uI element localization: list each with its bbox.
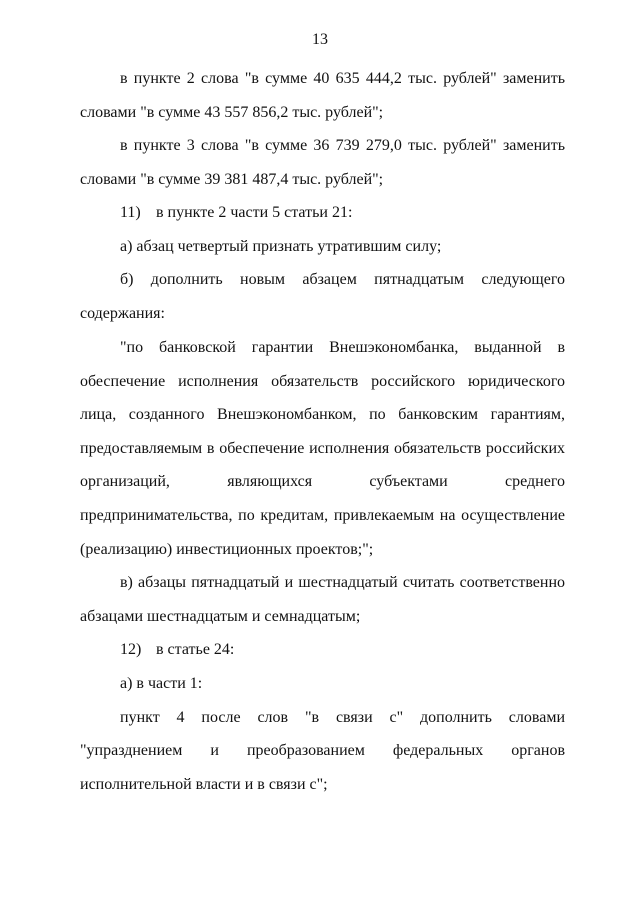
item-number: 12) <box>120 641 142 658</box>
text-line: в пункте 2 слова "в сумме 40 635 444,2 тыс. рублей" заменить <box>120 70 565 87</box>
text-line: в) абзацы пятнадцатый и шестнадцатый считать соответственно <box>120 574 565 591</box>
text-line: организаций, являющихся субъектами среднего <box>80 473 565 490</box>
item-text: в пункте 2 части 5 статьи 21: <box>156 204 353 221</box>
page-number: 13 <box>312 31 328 48</box>
item-text: в статье 24: <box>156 641 235 658</box>
text-line: а) абзац четвертый признать утратившим силу; <box>120 238 442 255</box>
item-number: 11) <box>120 204 141 221</box>
text-line: абзацами шестнадцатым и семнадцатым; <box>80 608 361 625</box>
text-line: предпринимательства, по кредитам, привлекаемым на осуществление <box>80 507 565 524</box>
text-line: (реализацию) инвестиционных проектов;"; <box>80 541 374 558</box>
text-line: а) в части 1: <box>120 675 203 692</box>
text-line: пункт 4 после слов "в связи с" дополнить словами <box>120 709 565 726</box>
text-line: в пункте 3 слова "в сумме 36 739 279,0 тыс. рублей" заменить <box>120 137 565 154</box>
text-line: "упразднением и преобразованием федеральных органов <box>80 742 565 759</box>
text-line: лица, созданного Внешэкономбанком, по банковским гарантиям, <box>80 406 565 423</box>
text-line: словами "в сумме 39 381 487,4 тыс. рублей"; <box>80 171 384 188</box>
numbered-item-11 <box>120 203 565 223</box>
text-line: исполнительной власти и в связи с"; <box>80 776 328 793</box>
text-line: словами "в сумме 43 557 856,2 тыс. рублей"; <box>80 104 384 121</box>
text-line: обеспечение исполнения обязательств российского юридического <box>80 373 565 390</box>
numbered-item-12 <box>120 640 565 660</box>
text-line: б) дополнить новым абзацем пятнадцатым следующего <box>120 271 565 288</box>
text-line: предоставляемым в обеспечение исполнения обязательств российских <box>80 440 565 457</box>
text-line: содержания: <box>80 305 165 322</box>
text-line: "по банковской гарантии Внешэкономбанка, выданной в <box>120 339 565 356</box>
